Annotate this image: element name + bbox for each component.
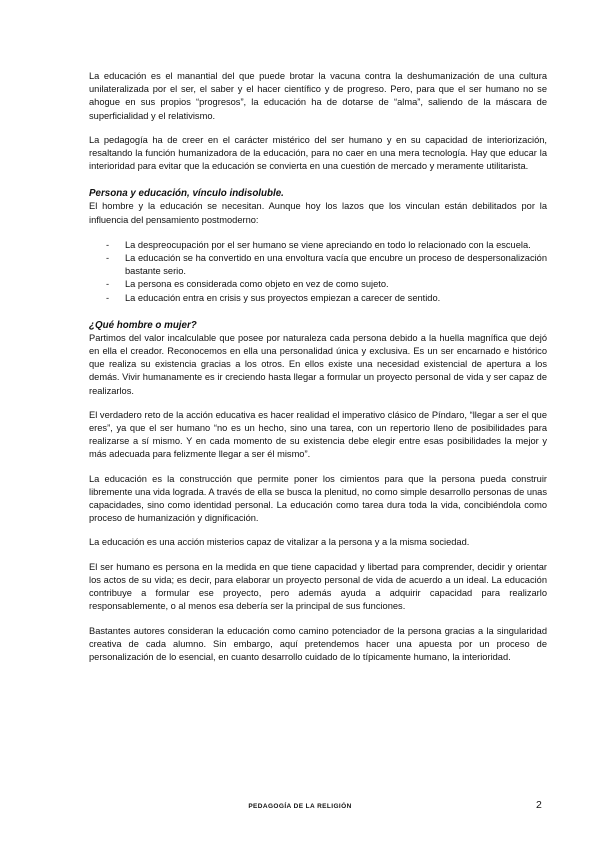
section-intro: El hombre y la educación se necesitan. Aunque hoy los lazos que los vinculan están debilitados por la influencia del pensamiento postmoderno: <box>89 201 547 225</box>
paragraph: Bastantes autores consideran la educación como camino potenciador de la persona gracias a la singularidad creativa de cada alumno. Sin embargo, aquí pretendemos hacer una apuesta por un proceso de personalización de lo esencial, en cuanto desarrollo cuidado de lo típicamente humano, la interioridad. <box>89 625 547 662</box>
footer-title: PEDAGOGÍA DE LA RELIGIÓN <box>248 803 352 810</box>
list-item-text: La educación entra en crisis y sus proyectos empiezan a carecer de sentido. <box>125 292 441 303</box>
list-item <box>89 239 547 252</box>
page-number: 2 <box>536 799 542 811</box>
paragraph: La educación es una acción misterios capaz de vitalizar a la persona y a la misma sociedad. <box>89 537 470 548</box>
bullet-list <box>89 239 547 305</box>
bullet-marker: - <box>106 239 110 250</box>
paragraph: La educación es la construcción que permite poner los cimientos para que la persona pueda construir libremente una vida lograda. A través de ella se busca la plenitud, no como simple desarrollo personas de unas capacidades, sino como identidad personal. La educación como tarea dura toda la vida, concibiéndola como proceso de humanización y dignificación. <box>89 473 547 524</box>
list-item <box>89 252 547 278</box>
bullet-marker: - <box>106 253 110 264</box>
paragraph: La educación es el manantial del que puede brotar la vacuna contra la deshumanización de una cultura unilateralizada por el ser, el saber y el hacer científico y de progreso. Pero, para que el ser humano no se ahogue en sus propios “progresos”, la educación ha de dotarse de “alma”, saliendo de la máscara de superficialidad y el relativismo. <box>89 71 547 121</box>
section-heading: Persona y educación, vínculo indisoluble. <box>89 188 284 200</box>
paragraph: Partimos del valor incalculable que posee por naturaleza cada persona debido a la huella magnífica que dejó en ella el creador. Reconocemos en ella una personalidad única y exclusiva. Es un ser encarnado e histórico que realiza su existencia gracias a los otros. En ellos existe una necesidad existencial de apertura a los demás. Vivir humanamente es ir creciendo hasta llegar a formular un proyecto personal de vida y ser capaz de realizarlos. <box>89 332 547 396</box>
list-item <box>89 278 547 291</box>
paragraph: El verdadero reto de la acción educativa es hacer realidad el imperativo clásico de Píndaro, “llegar a ser el que eres”, ya que el ser humano “no es un hecho, sino una tarea, con un repertorio lleno de posibilidades para realizarse a sí mismo. Y en cada momento de su existencia debe elegir entre esas posibilidades la mejor y más adecuada para felizmente llegar a ser él mismo”. <box>89 409 547 460</box>
bullet-marker: - <box>106 292 110 303</box>
list-item-text: La persona es considerada como objeto en vez de como sujeto. <box>125 279 389 290</box>
section-heading: ¿Qué hombre o mujer? <box>89 319 197 331</box>
paragraph: La pedagogía ha de creer en el carácter mistérico del ser humano y en su capacidad de interiorización, resaltando la función humanizadora de la educación, para no caer en una mera tecnología. Hay que educar la interioridad para evitar que la educación se convierta en una cuestión de mercado y meramente utilitarista. <box>89 134 547 172</box>
list-item <box>89 292 547 305</box>
bullet-marker: - <box>106 279 110 290</box>
paragraph: El ser humano es persona en la medida en que tiene capacidad y libertad para comprender, decidir y orientar los actos de su vida; es decir, para elaborar un proyecto personal de vida de acuerdo a un ideal. La educación contribuye a formular ese proyecto, pero además ayuda a adquirir capacidad para realizarlo responsablemente, o al menos esa debería ser la principal de sus funciones. <box>89 561 547 612</box>
page-body <box>89 70 547 664</box>
list-item-text: La despreocupación por el ser humano se viene apreciando en todo lo relacionado con la escuela. <box>125 239 531 250</box>
list-item-text: La educación se ha convertido en una envoltura vacía que encubre un proceso de despersonalización bastante serio. <box>125 253 547 277</box>
